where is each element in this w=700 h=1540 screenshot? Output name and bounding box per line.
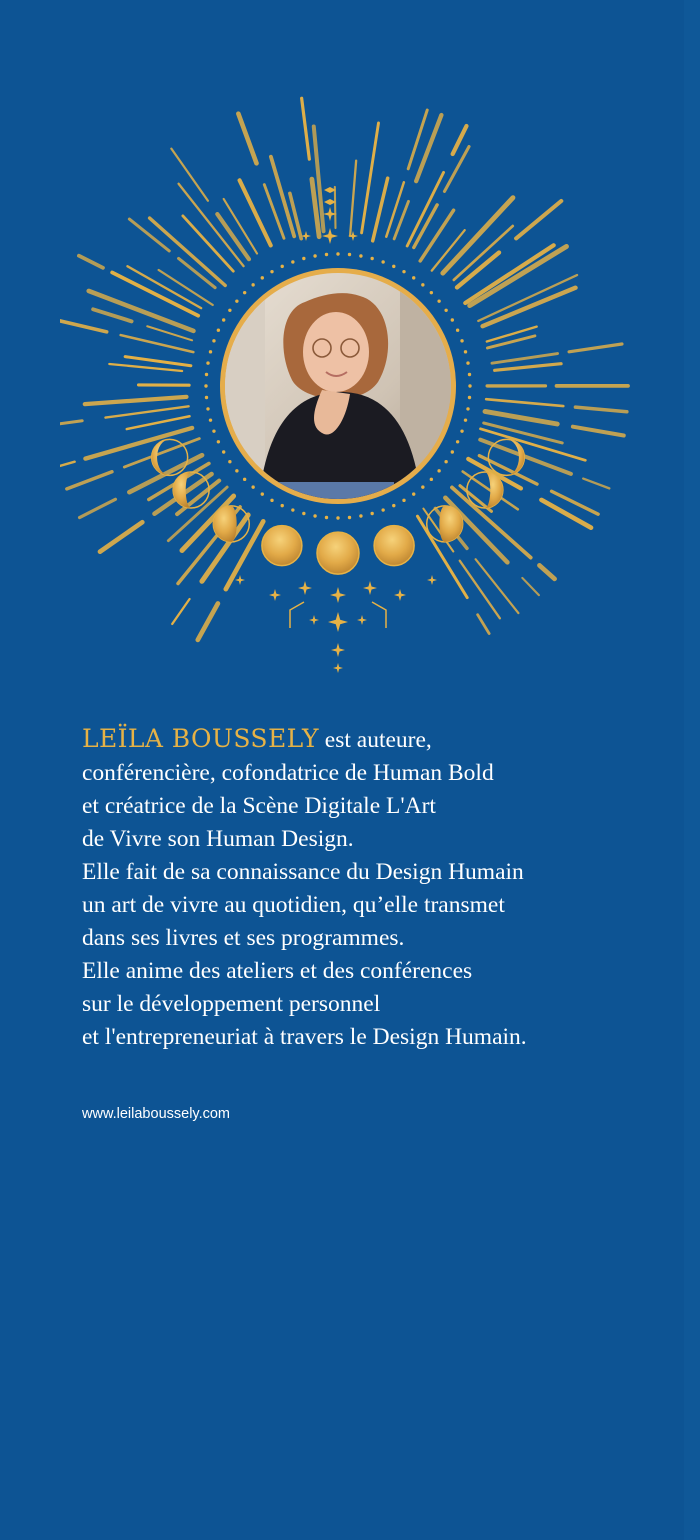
star	[235, 575, 245, 585]
ring-dot	[270, 270, 273, 273]
sunburst-ray	[60, 462, 75, 466]
sunburst-ray	[302, 98, 310, 159]
star	[333, 663, 343, 673]
ring-dot	[325, 516, 328, 519]
ring-dot	[444, 460, 447, 463]
sunburst-ray	[335, 187, 336, 228]
moon-phase	[262, 526, 302, 566]
sunburst-ray	[238, 114, 256, 164]
ring-dot	[243, 291, 246, 294]
sunburst-ray	[386, 182, 404, 236]
ring-dot	[464, 418, 467, 421]
ring-dot	[251, 485, 254, 488]
bio-line: et créatrice de la Scène Digitale L'Art	[82, 793, 436, 819]
ring-dot	[281, 504, 284, 507]
ring-dot	[402, 499, 405, 502]
sunburst-ray	[171, 149, 208, 201]
sunburst-ray	[172, 599, 189, 624]
star	[427, 575, 437, 585]
ring-dot	[370, 257, 373, 260]
ring-dot	[421, 485, 424, 488]
sunburst-ray	[516, 201, 561, 238]
ring-dot	[205, 373, 208, 376]
ring-dot	[430, 291, 433, 294]
sunburst-ray	[478, 615, 489, 634]
sunburst-ray	[478, 275, 577, 321]
ring-dot	[468, 373, 471, 376]
ring-dot	[313, 254, 316, 257]
sunburst-ray	[583, 479, 609, 489]
bio-line: Elle fait de sa connaissance du Design Humain	[82, 859, 524, 885]
chevron	[372, 602, 386, 628]
sunburst-ray	[80, 499, 116, 517]
author-bio	[82, 722, 682, 1054]
sunburst-ray	[60, 421, 82, 425]
star	[298, 581, 312, 595]
bio-line: est auteure,	[318, 727, 432, 753]
ring-dot	[281, 265, 284, 268]
star	[331, 643, 345, 657]
sunburst-ray	[362, 123, 379, 233]
sunburst-ray	[486, 399, 563, 406]
moon-phase	[427, 506, 463, 542]
ring-dot	[212, 339, 215, 342]
ring-dot	[261, 492, 264, 495]
sunburst-ray	[487, 327, 537, 342]
ring-dot	[336, 252, 339, 255]
star	[309, 615, 319, 625]
ring-dot	[209, 418, 212, 421]
sunburst-ray	[483, 288, 576, 326]
bio-line: sur le développement personnel	[82, 991, 381, 1017]
star	[269, 589, 281, 601]
ring-dot	[451, 450, 454, 453]
cover-edge	[684, 0, 700, 1540]
author-name: LEÏLA BOUSSELY	[82, 724, 319, 753]
ring-dot	[235, 469, 238, 472]
sunburst-ray	[465, 245, 553, 303]
ring-dot	[456, 440, 459, 443]
bio-line: un art de vivre au quotidien, qu’elle transmet	[82, 892, 505, 918]
sunburst-ray	[573, 427, 624, 436]
sunburst-ray	[453, 126, 467, 154]
sunburst-ray	[460, 561, 500, 619]
ring-dot	[359, 254, 362, 257]
sunburst-ray	[495, 364, 561, 371]
sunburst-ray	[109, 364, 182, 371]
ring-dot	[302, 257, 305, 260]
ring-dot	[421, 283, 424, 286]
moon-phase	[467, 472, 503, 508]
ring-dot	[359, 514, 362, 517]
ring-dot	[302, 512, 305, 515]
ring-dot	[412, 492, 415, 495]
bio-first-line	[82, 722, 682, 757]
star	[330, 587, 346, 603]
sunburst-ray	[125, 357, 191, 366]
ring-dot	[468, 396, 471, 399]
ring-dot	[466, 361, 469, 364]
ring-dot	[451, 318, 454, 321]
ring-dot	[243, 478, 246, 481]
sunburst-ray	[485, 411, 557, 424]
sunburst-ray	[350, 161, 356, 236]
ring-dot	[402, 270, 405, 273]
ring-dot	[460, 429, 463, 432]
ring-dot	[437, 469, 440, 472]
bio-line: et l'entrepreneuriat à travers le Design Humain.	[82, 1024, 527, 1050]
ring-dot	[235, 299, 238, 302]
ring-dot	[209, 350, 212, 353]
ring-dot	[444, 309, 447, 312]
star	[394, 589, 406, 601]
ring-dot	[222, 318, 225, 321]
star	[357, 615, 367, 625]
ring-dot	[348, 516, 351, 519]
bio-line: conférencière, cofondatrice de Human Bold	[82, 760, 494, 786]
sunburst-ray	[93, 309, 131, 321]
sunburst-ray	[444, 147, 469, 192]
author-portrait	[220, 268, 460, 510]
ring-dot	[392, 504, 395, 507]
sunburst-ray	[85, 428, 192, 459]
ring-dot	[392, 265, 395, 268]
sunburst-ray	[198, 603, 218, 639]
ring-dot	[348, 253, 351, 256]
ring-dot	[206, 361, 209, 364]
sunburst-ray	[85, 397, 187, 404]
bio-line: dans ses livres et ses programmes.	[82, 925, 405, 951]
moon-phase	[317, 532, 359, 574]
ring-dot	[468, 384, 471, 387]
star	[363, 581, 377, 595]
sunburst-ray	[373, 178, 388, 241]
ring-dot	[291, 260, 294, 263]
star	[328, 612, 348, 632]
ring-dot	[204, 384, 207, 387]
ring-dot	[261, 276, 264, 279]
chevron	[290, 602, 304, 628]
ring-dot	[381, 508, 384, 511]
sunburst-ray	[79, 256, 103, 268]
sunburst-ray	[492, 354, 558, 364]
sunburst-ray	[541, 500, 591, 528]
sunburst-ray	[100, 522, 142, 551]
ring-dot	[228, 460, 231, 463]
ring-dot	[217, 329, 220, 332]
ring-dot	[228, 309, 231, 312]
ring-dot	[464, 350, 467, 353]
ring-dot	[313, 514, 316, 517]
ring-dot	[381, 260, 384, 263]
sunburst-ray	[67, 472, 112, 489]
ring-dot	[456, 329, 459, 332]
sunburst-ray	[127, 416, 190, 429]
ring-dot	[217, 440, 220, 443]
sunburst-ray	[487, 336, 534, 348]
ring-dot	[325, 253, 328, 256]
ring-dot	[270, 499, 273, 502]
website-link[interactable]: www.leilaboussely.com	[82, 1106, 231, 1122]
sunburst-emblem	[60, 90, 640, 690]
ring-dot	[205, 396, 208, 399]
ring-dot	[206, 407, 209, 410]
moon-phase	[374, 526, 414, 566]
ring-dot	[430, 478, 433, 481]
ring-dot	[336, 516, 339, 519]
sunburst-ray	[569, 344, 622, 352]
ring-dot	[251, 283, 254, 286]
ring-dot	[412, 276, 415, 279]
sunburst-ray	[420, 210, 453, 261]
sunburst-ray	[476, 559, 519, 613]
sunburst-ray	[129, 219, 169, 251]
ring-dot	[437, 299, 440, 302]
ring-dot	[370, 512, 373, 515]
ring-dot	[466, 407, 469, 410]
ring-dot	[291, 508, 294, 511]
ring-dot	[222, 450, 225, 453]
sunburst-ray	[416, 115, 441, 181]
sunburst-ray	[112, 272, 198, 315]
sunburst-ray	[575, 407, 626, 412]
sunburst-ray	[539, 565, 554, 578]
bio-line: de Vivre son Human Design.	[82, 826, 354, 852]
ring-dot	[212, 429, 215, 432]
ring-dot	[460, 339, 463, 342]
bio-line: Elle anime des ateliers et des conférences	[82, 958, 473, 984]
sunburst-ray	[60, 320, 107, 332]
sunburst-ray	[522, 578, 539, 595]
sunburst-ray	[105, 406, 188, 417]
